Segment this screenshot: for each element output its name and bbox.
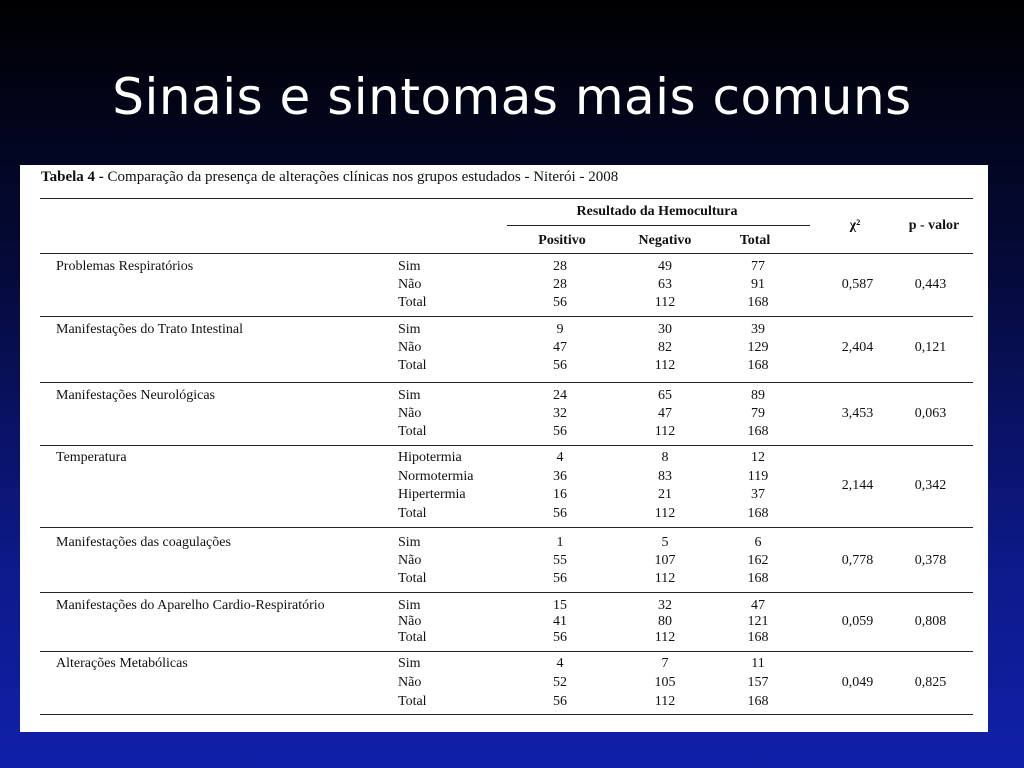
row-label: Não (398, 675, 422, 690)
row-label: Total (398, 694, 427, 709)
row-label: Total (398, 424, 427, 439)
cell-total: 168 (747, 630, 769, 645)
cell-pos: 15 (553, 598, 567, 613)
cell-total: 89 (751, 388, 765, 403)
cell-neg: 80 (658, 614, 672, 629)
row-label: Sim (398, 656, 421, 671)
cell-pos: 55 (553, 553, 567, 568)
cell-chi-square: 0,059 (841, 614, 874, 629)
group-divider-rule (40, 445, 973, 446)
cell-neg: 112 (654, 424, 676, 439)
cell-total: 37 (751, 487, 765, 502)
cell-total: 162 (747, 553, 769, 568)
column-header-positivo: Positivo (538, 233, 586, 248)
cell-pos: 36 (553, 468, 567, 484)
cell-neg: 112 (654, 295, 676, 310)
cell-pos: 56 (553, 571, 567, 586)
table-panel (20, 165, 988, 732)
cell-neg: 112 (654, 694, 676, 709)
group-name: Manifestações do Aparelho Cardio-Respiratório (56, 598, 325, 613)
table-caption-label: Tabela 4 - (41, 169, 104, 185)
cell-p-value: 0,825 (914, 675, 947, 690)
cell-pos: 24 (553, 388, 567, 403)
cell-p-value: 0,063 (914, 406, 947, 421)
row-label: Total (398, 295, 427, 310)
cell-chi-square: 3,453 (841, 406, 874, 421)
table-header-rule (40, 253, 973, 254)
slide-title: Sinais e sintomas mais comuns (112, 68, 912, 126)
cell-total: 121 (747, 614, 769, 629)
cell-pos: 32 (553, 406, 567, 421)
group-divider-rule (40, 316, 973, 317)
cell-total: 6 (754, 535, 762, 550)
cell-neg: 30 (658, 322, 672, 337)
group-header-rule (507, 225, 810, 226)
cell-chi-square: 0,049 (841, 675, 874, 690)
cell-total: 79 (751, 406, 765, 421)
table-caption-text: Comparação da presença de alterações clínicas nos grupos estudados - Niterói - 2008 (107, 169, 619, 185)
cell-neg: 112 (654, 505, 676, 521)
column-header-negativo: Negativo (638, 233, 692, 248)
cell-pos: 1 (556, 535, 564, 550)
cell-neg: 112 (654, 630, 676, 645)
cell-p-value: 0,378 (914, 553, 947, 568)
cell-neg: 112 (654, 571, 676, 586)
cell-pos: 4 (556, 656, 564, 671)
row-label: Normotermia (398, 468, 474, 484)
cell-total: 157 (747, 675, 769, 690)
cell-p-value: 0,443 (914, 277, 947, 292)
group-divider-rule (40, 527, 973, 528)
cell-chi-square: 0,778 (841, 553, 874, 568)
cell-total: 77 (751, 259, 765, 274)
column-header-chi-square: χ² (849, 218, 861, 233)
row-label: Total (398, 571, 427, 586)
row-label: Hipertermia (398, 487, 466, 502)
group-name: Temperatura (56, 450, 127, 465)
cell-neg: 8 (661, 450, 669, 465)
cell-total: 129 (747, 340, 769, 355)
cell-pos: 47 (553, 340, 567, 355)
cell-neg: 65 (658, 388, 672, 403)
cell-pos: 41 (553, 614, 567, 629)
cell-total: 39 (751, 322, 765, 337)
cell-neg: 112 (654, 358, 676, 373)
cell-neg: 5 (661, 535, 669, 550)
group-name: Manifestações Neurológicas (56, 388, 215, 403)
row-label: Total (398, 630, 427, 645)
group-divider-rule (40, 651, 973, 652)
cell-p-value: 0,808 (914, 614, 947, 629)
group-name: Problemas Respiratórios (56, 259, 194, 274)
cell-neg: 82 (658, 340, 672, 355)
cell-total: 168 (747, 694, 769, 709)
group-name: Alterações Metabólicas (56, 656, 188, 671)
cell-pos: 52 (553, 675, 567, 690)
cell-total: 168 (747, 295, 769, 310)
cell-pos: 56 (553, 295, 567, 310)
cell-total: 119 (747, 468, 769, 484)
cell-pos: 56 (553, 358, 567, 373)
group-divider-rule (40, 592, 973, 593)
cell-total: 12 (751, 450, 765, 465)
cell-total: 47 (751, 598, 765, 613)
group-divider-rule (40, 714, 973, 715)
cell-chi-square: 2,144 (841, 477, 874, 493)
row-label: Sim (398, 259, 421, 274)
cell-neg: 107 (654, 553, 676, 568)
cell-pos: 28 (553, 259, 567, 274)
cell-neg: 21 (658, 487, 672, 502)
cell-neg: 63 (658, 277, 672, 292)
cell-neg: 49 (658, 259, 672, 274)
cell-pos: 9 (556, 322, 564, 337)
cell-neg: 32 (658, 598, 672, 613)
row-label: Não (398, 553, 422, 568)
cell-chi-square: 2,404 (841, 340, 874, 355)
cell-neg: 7 (661, 656, 669, 671)
cell-total: 168 (747, 424, 769, 439)
row-label: Total (398, 358, 427, 373)
row-label: Sim (398, 322, 421, 337)
table-top-rule (40, 198, 973, 199)
cell-total: 168 (747, 571, 769, 586)
cell-pos: 28 (553, 277, 567, 292)
cell-p-value: 0,342 (914, 477, 947, 493)
row-label: Hipotermia (398, 450, 462, 465)
group-header-hemocultura: Resultado da Hemocultura (576, 204, 738, 219)
cell-neg: 83 (658, 468, 672, 484)
column-header-p-valor: p - valor (908, 218, 960, 233)
group-name: Manifestações das coagulações (56, 535, 231, 550)
row-label: Não (398, 277, 422, 292)
cell-neg: 105 (654, 675, 676, 690)
row-label: Total (398, 505, 427, 521)
cell-total: 168 (747, 505, 769, 521)
column-header-total: Total (739, 233, 771, 248)
cell-pos: 56 (553, 694, 567, 709)
row-label: Sim (398, 388, 421, 403)
group-divider-rule (40, 382, 973, 383)
cell-pos: 16 (553, 487, 567, 502)
cell-pos: 4 (556, 450, 564, 465)
cell-pos: 56 (553, 505, 567, 521)
row-label: Não (398, 340, 422, 355)
cell-total: 91 (751, 277, 765, 292)
group-name: Manifestações do Trato Intestinal (56, 322, 244, 337)
row-label: Sim (398, 535, 421, 550)
row-label: Não (398, 406, 422, 421)
cell-p-value: 0,121 (914, 340, 947, 355)
row-label: Sim (398, 598, 421, 613)
row-label: Não (398, 614, 422, 629)
table-caption (41, 169, 618, 186)
cell-pos: 56 (553, 424, 567, 439)
cell-total: 11 (751, 656, 765, 671)
cell-chi-square: 0,587 (841, 277, 874, 292)
cell-neg: 47 (658, 406, 672, 421)
cell-pos: 56 (553, 630, 567, 645)
cell-total: 168 (747, 358, 769, 373)
